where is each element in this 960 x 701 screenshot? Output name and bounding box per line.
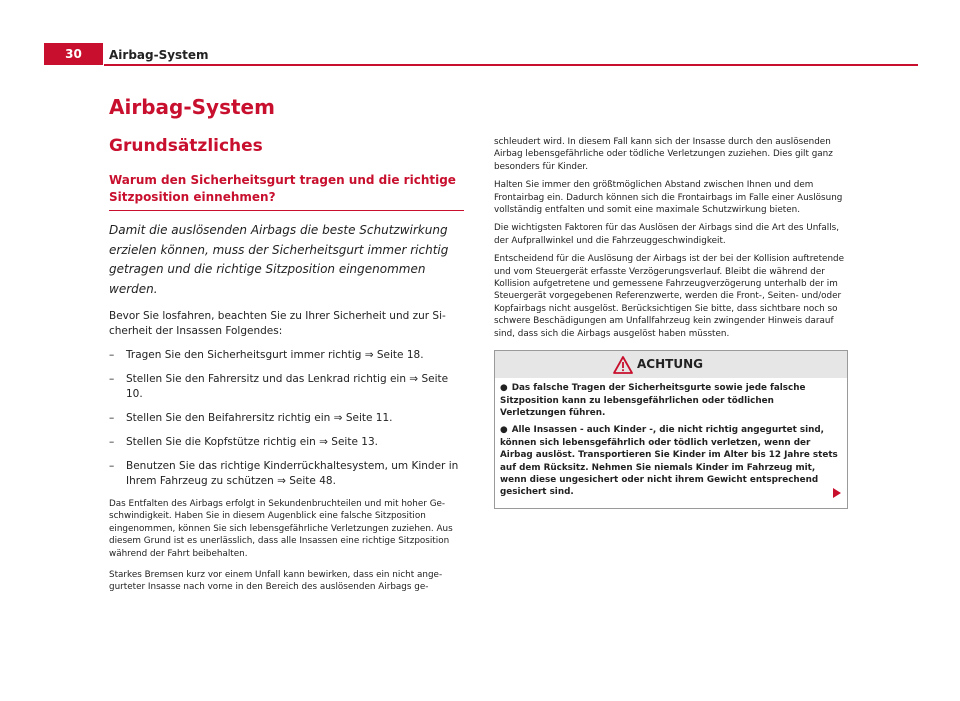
dash-marker: – [109,436,115,448]
running-header: Airbag-System [109,48,209,62]
step-text: Stellen Sie den Fahrersitz und das Lenkrad richtig ein ⇒ Seite 10. [126,373,449,400]
warning-title: ACHTUNG [637,357,703,372]
left-column [109,94,464,594]
body-paragraph: schleudert wird. In diesem Fall kann sich der Insasse durch den auslösenden Airbag lebensgefährliche oder tödliche Verletzungen zuziehen. Dies gilt ganz besonders für Kinder. [494,137,833,172]
step-text: Stellen Sie die Kopfstütze richtig ein ⇒ Seite 13. [126,436,378,448]
body-paragraph: Entscheidend für die Auslösung der Airbags ist der bei der Kollision auftretende und vom Steuergerät erfasste Verzögerungsverlauf. Bleibt die während der Kollision aufgetretene und gemessene Fahrzeugverzögerung unterhalb der im Steuergerät vorgegebenen Referenzwerte, werden die Front-, Seiten- und/oder Kopfairbags nicht ausgelöst. Berücksichtigen Sie bitte, dass sichtbare noch so schwere Beschädigungen am Unfallfahrzeug kein zwingender Hinweis darauf sind, dass sich die Airbags ausgelöst haben müssten. [494,254,845,339]
warning-item [500,382,842,419]
list-item [109,435,464,450]
step-text: Tragen Sie den Sicherheitsgurt immer richtig ⇒ Seite 18. [126,349,424,361]
warning-item [500,424,842,498]
list-item [109,372,464,402]
page-number: 30 [44,43,103,65]
list-item [109,348,464,363]
bullet-marker: ● [500,383,508,394]
warning-box [494,350,848,509]
chapter-title: Airbag-System [109,95,275,119]
dash-marker: – [109,460,115,472]
step-list [109,348,464,489]
warning-body [495,378,847,508]
warning-header [495,351,847,378]
header-rule [104,64,918,66]
step-text: Benutzen Sie das richtige Kinderrückhaltesystem, um Kinder in Ihrem Fahrzeug zu schützen ⇒ Seite 48. [126,460,459,487]
dash-marker: – [109,373,115,385]
list-item [109,459,464,489]
list-item [109,411,464,426]
step-text: Stellen Sie den Beifahrersitz richtig ein ⇒ Seite 11. [126,412,393,424]
right-column [494,136,849,509]
body-paragraph: Die wichtigsten Faktoren für das Auslösen der Airbags sind die Art des Unfalls, der Aufprallwinkel und die Fahrzeuggeschwindigkeit. [494,223,840,246]
body-paragraph: Starkes Bremsen kurz vor einem Unfall kann bewirken, dass ein nicht angegurteter Insasse nach vorne in den Bereich des auslösenden Airbags ge- [109,570,443,593]
intro-paragraph: Bevor Sie losfahren, beachten Sie zu Ihrer Sicherheit und zur Sicherheit der Insassen Folgendes: [109,310,446,337]
warning-triangle-icon [613,356,633,378]
dash-marker: – [109,349,115,361]
subsection-title: Warum den Sicherheitsgurt tragen und die richtige Sitzposition einnehmen? [109,172,464,211]
lead-paragraph: Damit die auslösenden Airbags die beste Schutzwirkung erzielen können, muss der Sicherheitsgurt immer richtig getragen und die richtige Sitzposition eingenommen werden. [109,223,449,296]
bullet-marker: ● [500,425,508,436]
continue-arrow-icon [833,483,841,502]
body-paragraph: Das Entfalten des Airbags erfolgt in Sekundenbruchteilen und mit hoher Geschwindigkeit. Haben Sie in diesem Augenblick eine falsche Sitzposition eingenommen, können Sie sich lebensgefährliche Verletzungen zuziehen. Aus diesem Grund ist es unerlässlich, dass alle Insassen eine richtige Sitzposition während der Fahrt beibehalten. [109,499,453,559]
warning-text: Alle Insassen - auch Kinder -, die nicht richtig angegurtet sind, können sich lebensgefährlich oder tödlich verletzen, wenn der Airbag auslöst. Transportieren Sie Kinder im Alter bis 12 Jahre stets auf dem Rücksitz. Nehmen Sie niemals Kinder im Fahrzeug mit, wenn diese ungesichert oder nicht ihrem Gewicht entsprechend gesichert sind. [500,425,838,498]
warning-text: Das falsche Tragen der Sicherheitsgurte sowie jede falsche Sitzposition kann zu lebensgefährlichen oder tödlichen Verletzungen führen. [500,383,806,418]
section-title: Grundsätzliches [109,136,263,156]
body-paragraph: Halten Sie immer den größtmöglichen Abstand zwischen Ihnen und dem Frontairbag ein. Dadurch können sich die Frontairbags im Falle einer Auslösung vollständig entfalten und somit eine maximale Schutzwirkung bieten. [494,180,843,216]
dash-marker: – [109,412,115,424]
